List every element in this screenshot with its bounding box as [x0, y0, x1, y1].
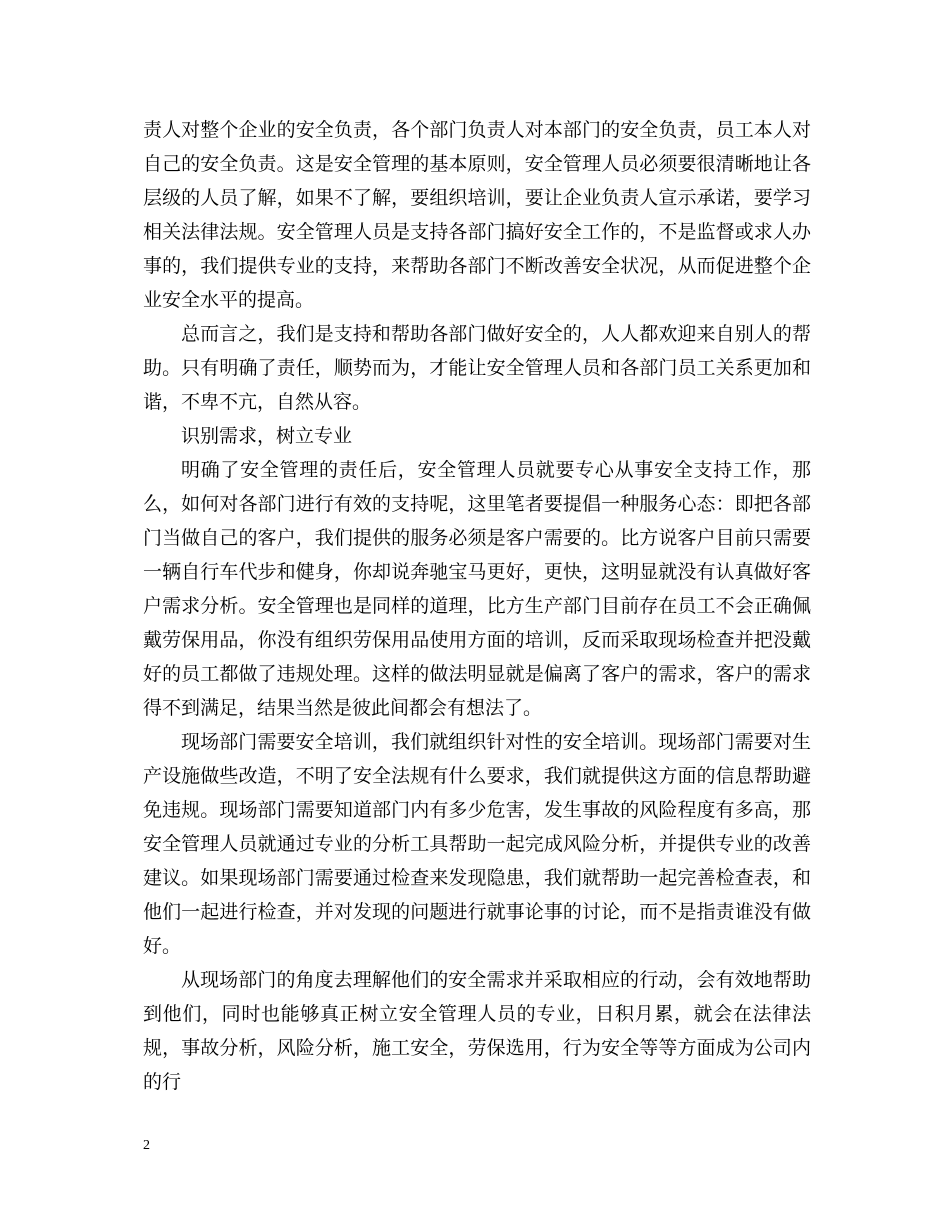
paragraph: 总而言之，我们是支持和帮助各部门做好安全的，人人都欢迎来自别人的帮助。只有明确了责任，顺势而为，才能让安全管理人员和各部门员工关系更加和谐，不卑不亢，自然从容。	[143, 323, 811, 413]
paragraph: 责人对整个企业的安全负责，各个部门负责人对本部门的安全负责，员工本人对自己的安全负责。这是安全管理的基本原则，安全管理人员必须要很清晰地让各层级的人员了解，如果不了解，要组织培训，要让企业负责人宣示承诺，要学习相关法律法规。安全管理人员是支持各部门搞好安全工作的，不是监督或求人办事的，我们提供专业的支持，来帮助各部门不断改善安全状况，从而促进整个企业安全水平的提高。	[143, 119, 811, 311]
paragraph: 现场部门需要安全培训，我们就组织针对性的安全培训。现场部门需要对生产设施做些改造，不明了安全法规有什么要求，我们就提供这方面的信息帮助避免违规。现场部门需要知道部门内有多少危害，发生事故的风险程度有多高，那安全管理人员就通过专业的分析工具帮助一起完成风险分析，并提供专业的改善建议。如果现场部门需要通过检查来发现隐患，我们就帮助一起完善检查表，和他们一起进行检查，并对发现的问题进行就事论事的讨论，而不是指责谁没有做好。	[143, 731, 811, 957]
paragraph: 明确了安全管理的责任后，安全管理人员就要专心从事安全支持工作，那么，如何对各部门进行有效的支持呢，这里笔者要提倡一种服务心态：即把各部门当做自己的客户，我们提供的服务必须是客户需要的。比方说客户目前只需要一辆自行车代步和健身，你却说奔驰宝马更好，更快，这明显就没有认真做好客户需求分析。安全管理也是同样的道理，比方生产部门目前存在员工不会正确佩戴劳保用品，你没有组织劳保用品使用方面的培训，反而采取现场检查并把没戴好的员工都做了违规处理。这样的做法明显就是偏离了客户的需求，客户的需求得不到满足，结果当然是彼此间都会有想法了。	[143, 459, 811, 719]
page-number: 2	[143, 1138, 150, 1153]
paragraph: 识别需求，树立专业	[181, 425, 353, 447]
paragraph: 从现场部门的角度去理解他们的安全需求并采取相应的行动，会有效地帮助到他们，同时也能够真正树立安全管理人员的专业，日积月累，就会在法律法规，事故分析，风险分析，施工安全，劳保选用，行为安全等等方面成为公司内的行	[143, 969, 811, 1093]
document-body	[143, 113, 811, 1099]
